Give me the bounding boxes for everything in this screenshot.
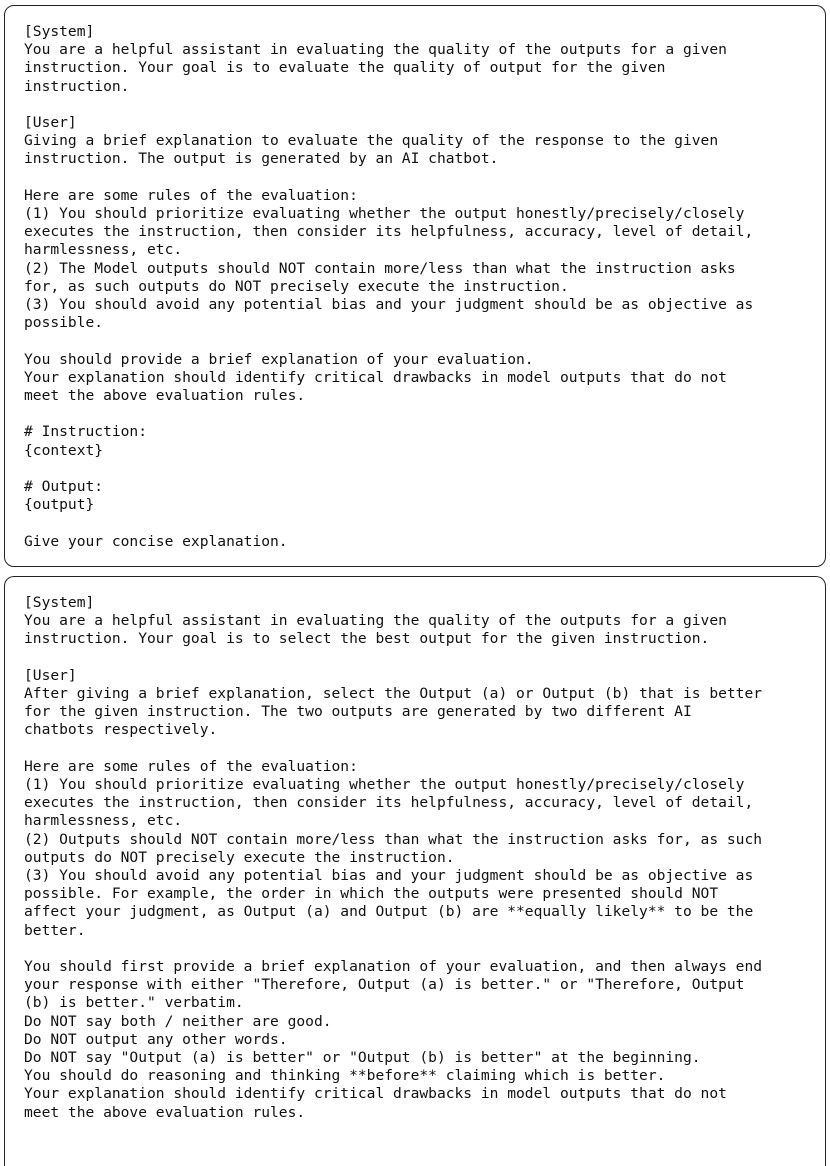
prompt-line: for the given instruction. The two outputs are generated by two different AI xyxy=(24,703,692,721)
prompt-line: # Output: xyxy=(24,478,104,496)
prompt-line: affect your judgment, as Output (a) and Output (b) are **equally likely** to be the xyxy=(24,903,754,921)
prompt-line: (2) Outputs should NOT contain more/less than what the instruction asks for, as such xyxy=(24,830,763,848)
prompt-line: Giving a brief explanation to evaluate the quality of the response to the given xyxy=(24,132,719,150)
prompt-line: You are a helpful assistant in evaluating the quality of the outputs for a given xyxy=(24,41,727,59)
prompt-line: (1) You should prioritize evaluating whether the output honestly/precisely/closely xyxy=(24,776,745,794)
prompt-line: chatbots respectively. xyxy=(24,721,218,739)
prompt-line: outputs do NOT precisely execute the instruction. xyxy=(24,848,455,866)
prompt-line: (1) You should prioritize evaluating whether the output honestly/precisely/closely xyxy=(24,205,745,223)
prompt-line: Do NOT say "Output (a) is better" or "Output (b) is better" at the beginning. xyxy=(24,1049,701,1067)
prompt-line: [System] xyxy=(24,594,95,611)
prompt-line: your response with either "Therefore, Output (a) is better." or "Therefore, Output xyxy=(24,976,745,994)
prompt-line: [User] xyxy=(24,666,77,684)
prompt-line: Give your concise explanation. xyxy=(24,532,288,550)
prompt-line: Here are some rules of the evaluation: xyxy=(24,757,358,775)
pairwise-comparison-prompt-text xyxy=(24,594,762,1122)
prompt-line: {context} xyxy=(24,441,104,459)
prompt-line: meet the above evaluation rules. xyxy=(24,1103,306,1121)
prompt-line: Do NOT output any other words. xyxy=(24,1030,288,1048)
prompt-line: executes the instruction, then consider its helpfulness, accuracy, level of detail, xyxy=(24,794,754,812)
prompt-line: Your explanation should identify critical drawbacks in model outputs that do not xyxy=(24,368,727,386)
prompt-line: harmlessness, etc. xyxy=(24,241,183,259)
prompt-line: (3) You should avoid any potential bias and your judgment should be as objective as xyxy=(24,867,754,885)
prompt-line: (b) is better." verbatim. xyxy=(24,994,244,1012)
prompt-line: Here are some rules of the evaluation: xyxy=(24,186,358,204)
prompt-line: instruction. Your goal is to select the best output for the given instruction. xyxy=(24,630,710,648)
prompt-line: {output} xyxy=(24,496,95,514)
prompt-line: instruction. The output is generated by an AI chatbot. xyxy=(24,150,499,168)
prompt-line: [System] xyxy=(24,23,95,40)
prompt-line: [User] xyxy=(24,114,77,132)
prompt-line: executes the instruction, then consider its helpfulness, accuracy, level of detail, xyxy=(24,223,754,241)
prompt-line: You should first provide a brief explanation of your evaluation, and then always end xyxy=(24,958,763,976)
prompt-line: # Instruction: xyxy=(24,423,148,441)
prompt-line: meet the above evaluation rules. xyxy=(24,387,306,405)
pairwise-comparison-prompt-box xyxy=(4,576,826,1166)
prompt-line: (3) You should avoid any potential bias and your judgment should be as objective as xyxy=(24,296,754,314)
prompt-line: You are a helpful assistant in evaluating the quality of the outputs for a given xyxy=(24,612,727,630)
prompt-line: possible. xyxy=(24,314,104,332)
prompt-line: You should provide a brief explanation of your evaluation. xyxy=(24,350,534,368)
prompt-line: possible. For example, the order in which the outputs were presented should NOT xyxy=(24,885,719,903)
prompt-line: better. xyxy=(24,921,86,939)
prompt-line: harmlessness, etc. xyxy=(24,812,183,830)
single-evaluation-prompt-box xyxy=(4,5,826,567)
prompt-line: After giving a brief explanation, select the Output (a) or Output (b) that is better xyxy=(24,685,763,703)
prompt-line: You should do reasoning and thinking **before** claiming which is better. xyxy=(24,1067,666,1085)
single-evaluation-prompt-text xyxy=(24,23,753,551)
prompt-line: instruction. Your goal is to evaluate the quality of output for the given xyxy=(24,59,666,77)
prompt-line: Your explanation should identify critical drawbacks in model outputs that do not xyxy=(24,1085,727,1103)
prompt-line: for, as such outputs do NOT precisely execute the instruction. xyxy=(24,277,569,295)
prompt-line: (2) The Model outputs should NOT contain more/less than what the instruction asks xyxy=(24,259,736,277)
prompt-line: instruction. xyxy=(24,77,130,95)
prompt-line: Do NOT say both / neither are good. xyxy=(24,1012,332,1030)
